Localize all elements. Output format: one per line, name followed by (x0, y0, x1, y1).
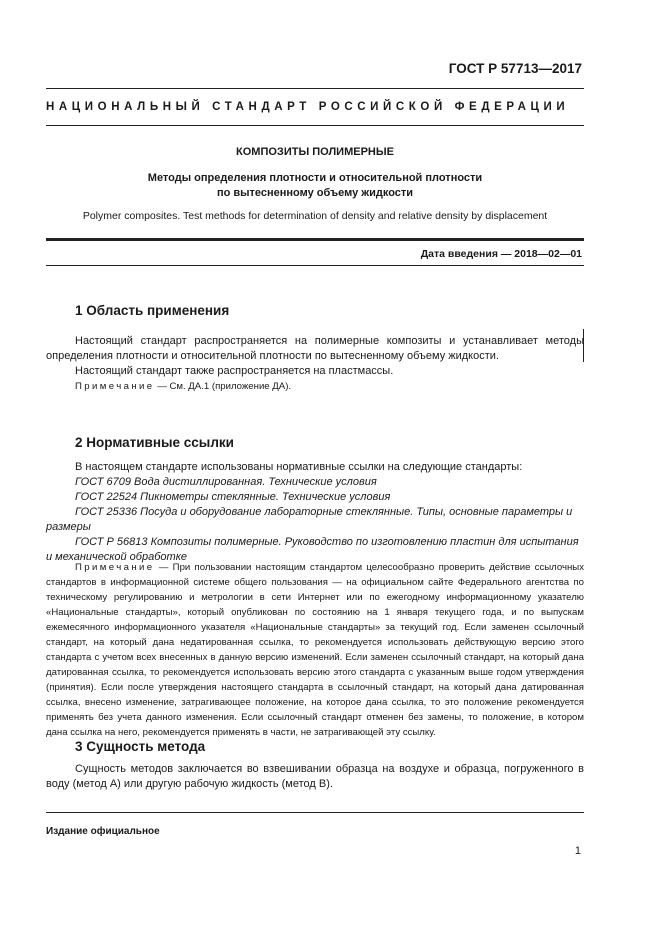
document-number: ГОСТ Р 57713—2017 (448, 61, 582, 76)
section-3-paragraph-1: Сущность методов заключается во взвешивании образца на воздухе и образца, погруженного в воду (метод А) или другую рабочую жидкость (метод В). (46, 763, 584, 790)
date-divider (46, 265, 584, 266)
subtitle-line-2: по вытесненному объему жидкости (216, 187, 414, 199)
title-divider (46, 238, 584, 241)
english-title: Polymer composites. Test methods for determination of density and relative density by displacement (82, 210, 548, 222)
top-divider (46, 88, 584, 89)
reference-item: ГОСТ 22524 Пикнометры стеклянные. Технические условия (75, 491, 391, 503)
section-2-body (46, 460, 584, 565)
standard-subtitle (46, 171, 584, 201)
official-edition-label: Издание официальное (46, 826, 160, 837)
reference-item: ГОСТ 6709 Вода дистиллированная. Технические условия (75, 476, 377, 488)
note-label: Примечание (75, 381, 155, 392)
reference-item: ГОСТ Р 56813 Композиты полимерные. Руководство по изготовлению пластин для испытания и механической обработке (46, 536, 579, 563)
banner-divider (46, 125, 584, 126)
note-text: — См. ДА.1 (приложение ДА). (154, 381, 292, 392)
section-1-body (46, 334, 584, 379)
reference-item: ГОСТ 25336 Посуда и оборудование лабораторные стеклянные. Типы, основные параметры и размеры (46, 506, 573, 533)
standard-title: КОМПОЗИТЫ ПОЛИМЕРНЫЕ (236, 146, 394, 158)
national-standard-banner: НАЦИОНАЛЬНЫЙ СТАНДАРТ РОССИЙСКОЙ ФЕДЕРАЦИИ (46, 101, 570, 113)
section-1-paragraph-2: Настоящий стандарт также распространяется на пластмассы. (75, 365, 394, 377)
section-2-intro: В настоящем стандарте использованы нормативные ссылки на следующие стандарты: (75, 461, 523, 473)
section-1-heading: 1 Область применения (75, 303, 230, 318)
section-1-note (46, 379, 584, 394)
section-3-body (46, 762, 584, 792)
page-number: 1 (574, 845, 581, 857)
section-1-paragraph-1: Настоящий стандарт распространяется на полимерные композиты и устанавливает методы определения плотности и относительной плотности по вытесненному объему жидкости. (46, 335, 584, 362)
note-text: — При пользовании настоящим стандартом целесообразно проверить действие ссылочных стандартов в информационной системе общего пользования — на официальном сайте Федерального агентства по техническому регулированию и метрологии в сети Интернет или по ежегодному информационному указателю «Национальные стандарты», который опубликован по состоянию на 1 января текущего года, и по выпускам ежемесячного информационного указателя «Национальные стандарты» за текущий год. Если заменен ссылочный стандарт, на который дана недатированная ссылка, то рекомендуется использовать действующую версию этого стандарта с учетом всех внесенных в данную версию изменений. Если заменен ссылочный стандарт, на который дана датированная ссылка, то рекомендуется использовать версию этого стандарта с указанным выше годом утверждения (принятия). Если после утверждения настоящего стандарта в ссылочный стандарт, на который дана датированная ссылка, внесено изменение, затрагивающее положение, на которое дана ссылка, то это положение рекомендуется применять без учета данного изменения. Если ссылочный стандарт отменен без замены, то положение, в котором дана ссылка на него, рекомендуется применять в части, не затрагивающей эту ссылку. (46, 562, 584, 738)
footer-divider (46, 812, 584, 813)
section-2-heading: 2 Нормативные ссылки (75, 435, 234, 450)
section-3-heading: 3 Сущность метода (75, 739, 206, 754)
subtitle-line-1: Методы определения плотности и относительной плотности (147, 172, 483, 184)
note-label: Примечание (75, 562, 155, 573)
introduction-date: Дата введения — 2018—02—01 (420, 248, 582, 260)
section-2-note (46, 560, 584, 740)
